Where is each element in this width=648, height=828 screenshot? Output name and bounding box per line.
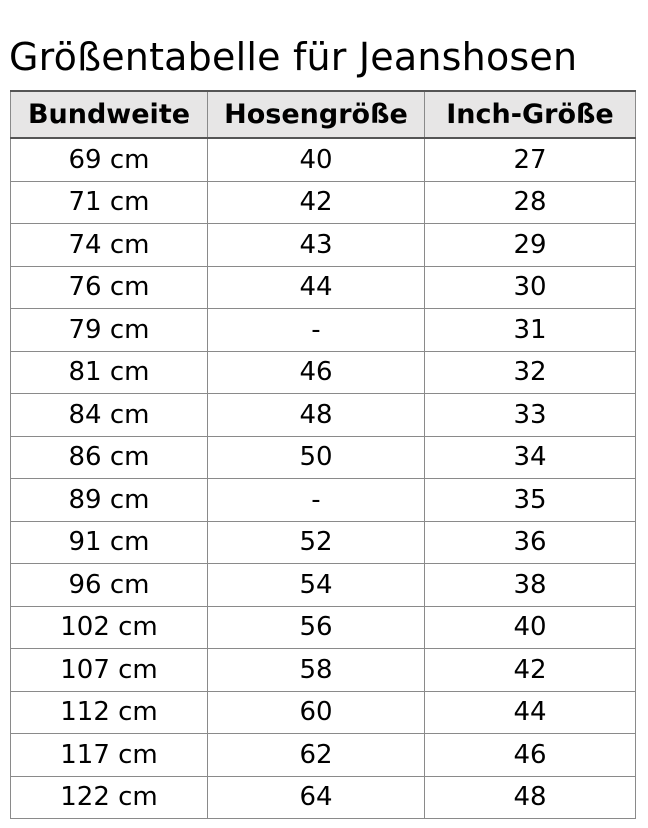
cell-bundweite: 69 cm bbox=[11, 138, 208, 181]
table-row bbox=[11, 606, 636, 649]
cell-hosengroesse: 48 bbox=[208, 394, 425, 437]
table-row bbox=[11, 734, 636, 777]
size-table bbox=[10, 90, 636, 819]
cell-bundweite: 74 cm bbox=[11, 224, 208, 267]
table-row bbox=[11, 564, 636, 607]
cell-hosengroesse: 64 bbox=[208, 776, 425, 819]
cell-hosengroesse: 62 bbox=[208, 734, 425, 777]
table-row bbox=[11, 691, 636, 734]
cell-inch-groesse: 33 bbox=[425, 394, 636, 437]
cell-bundweite: 102 cm bbox=[11, 606, 208, 649]
cell-hosengroesse: 44 bbox=[208, 266, 425, 309]
cell-inch-groesse: 36 bbox=[425, 521, 636, 564]
cell-inch-groesse: 46 bbox=[425, 734, 636, 777]
cell-inch-groesse: 44 bbox=[425, 691, 636, 734]
cell-inch-groesse: 29 bbox=[425, 224, 636, 267]
cell-hosengroesse: 40 bbox=[208, 138, 425, 181]
cell-hosengroesse: 50 bbox=[208, 436, 425, 479]
cell-bundweite: 81 cm bbox=[11, 351, 208, 394]
cell-bundweite: 117 cm bbox=[11, 734, 208, 777]
cell-inch-groesse: 42 bbox=[425, 649, 636, 692]
cell-hosengroesse: 56 bbox=[208, 606, 425, 649]
cell-bundweite: 71 cm bbox=[11, 181, 208, 224]
cell-hosengroesse: 43 bbox=[208, 224, 425, 267]
table-row bbox=[11, 351, 636, 394]
table-header-row bbox=[11, 91, 636, 138]
cell-inch-groesse: 28 bbox=[425, 181, 636, 224]
cell-hosengroesse: 46 bbox=[208, 351, 425, 394]
cell-hosengroesse: 52 bbox=[208, 521, 425, 564]
cell-bundweite: 76 cm bbox=[11, 266, 208, 309]
cell-bundweite: 112 cm bbox=[11, 691, 208, 734]
table-row bbox=[11, 649, 636, 692]
cell-bundweite: 96 cm bbox=[11, 564, 208, 607]
cell-hosengroesse: 60 bbox=[208, 691, 425, 734]
cell-inch-groesse: 27 bbox=[425, 138, 636, 181]
table-row bbox=[11, 479, 636, 522]
cell-inch-groesse: 38 bbox=[425, 564, 636, 607]
cell-hosengroesse: - bbox=[208, 309, 425, 352]
table-row bbox=[11, 436, 636, 479]
cell-bundweite: 86 cm bbox=[11, 436, 208, 479]
cell-inch-groesse: 34 bbox=[425, 436, 636, 479]
cell-bundweite: 91 cm bbox=[11, 521, 208, 564]
cell-inch-groesse: 35 bbox=[425, 479, 636, 522]
table-row bbox=[11, 138, 636, 181]
cell-hosengroesse: - bbox=[208, 479, 425, 522]
column-header-hosengroesse: Hosengröße bbox=[208, 91, 425, 138]
cell-inch-groesse: 30 bbox=[425, 266, 636, 309]
table-row bbox=[11, 394, 636, 437]
cell-hosengroesse: 42 bbox=[208, 181, 425, 224]
cell-bundweite: 89 cm bbox=[11, 479, 208, 522]
table-row bbox=[11, 309, 636, 352]
column-header-inch-groesse: Inch-Größe bbox=[425, 91, 636, 138]
cell-hosengroesse: 58 bbox=[208, 649, 425, 692]
cell-inch-groesse: 32 bbox=[425, 351, 636, 394]
table-row bbox=[11, 776, 636, 819]
column-header-bundweite: Bundweite bbox=[11, 91, 208, 138]
table-row bbox=[11, 224, 636, 267]
page-title: Größentabelle für Jeanshosen bbox=[9, 35, 578, 80]
cell-inch-groesse: 48 bbox=[425, 776, 636, 819]
cell-bundweite: 84 cm bbox=[11, 394, 208, 437]
cell-inch-groesse: 31 bbox=[425, 309, 636, 352]
table-row bbox=[11, 521, 636, 564]
cell-bundweite: 79 cm bbox=[11, 309, 208, 352]
cell-bundweite: 107 cm bbox=[11, 649, 208, 692]
cell-hosengroesse: 54 bbox=[208, 564, 425, 607]
cell-inch-groesse: 40 bbox=[425, 606, 636, 649]
cell-bundweite: 122 cm bbox=[11, 776, 208, 819]
table-row bbox=[11, 181, 636, 224]
table-row bbox=[11, 266, 636, 309]
